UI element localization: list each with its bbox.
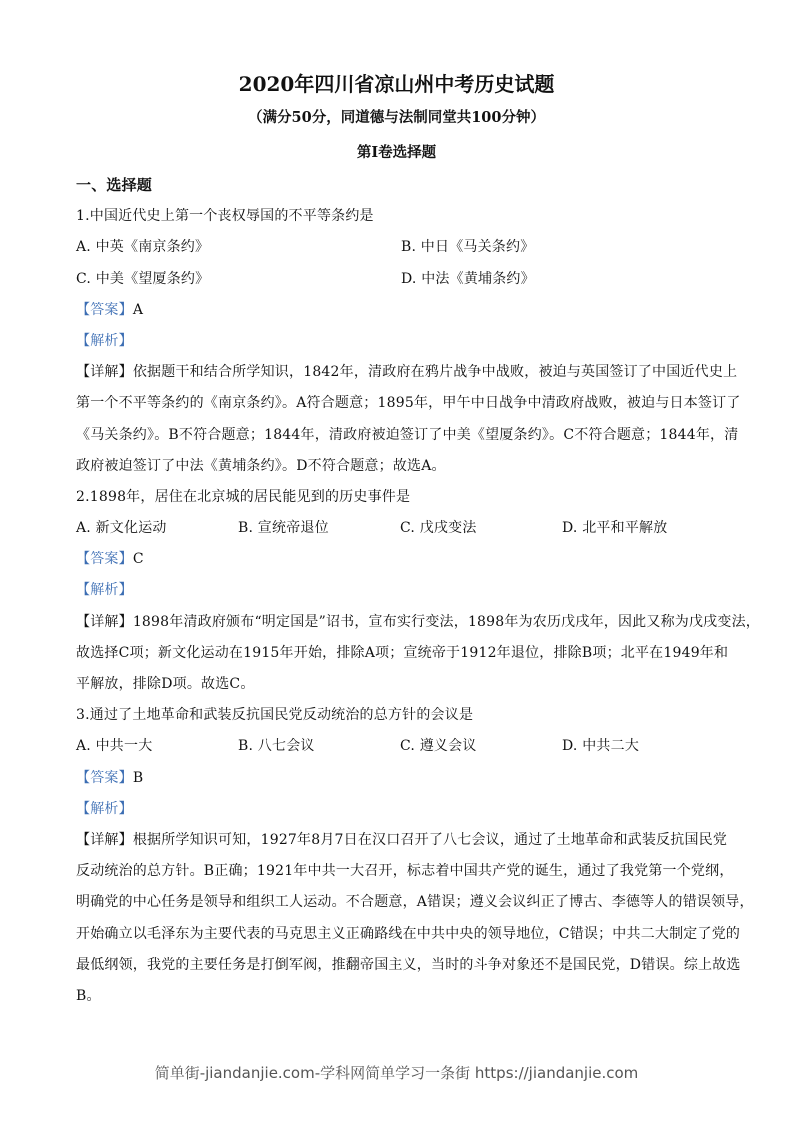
options-row: [76, 232, 726, 263]
detail-text: 最低纲领，我党的主要任务是打倒军阀，推翻帝国主义，当时的斗争对象还不是国民党，D错误。综上故选: [76, 956, 741, 973]
document-title: 2020年四川省凉山州中考历史试题: [238, 72, 555, 96]
option: D. 中法《黄埔条约》: [401, 270, 535, 287]
detail-line: [76, 607, 760, 638]
detail-line: [76, 981, 726, 1012]
option: A. 新文化运动: [76, 520, 167, 537]
footer-watermark: 简单街-jiandanjie.com-学科网简单学习一条街 https://jiandanjie.com: [154, 1064, 639, 1082]
detail-label: 【详解】: [76, 613, 133, 630]
option: C. 戊戌变法: [400, 520, 477, 537]
answer-label: 【答案】: [76, 301, 133, 318]
detail-text: 政府被迫签订了中法《黄埔条约》。D不符合题意；故选A。: [76, 457, 446, 474]
question-stem: 2.1898年，居住在北京城的居民能见到的历史事件是: [76, 488, 411, 505]
options-row: [76, 264, 726, 295]
option: C. 遵义会议: [400, 738, 477, 755]
detail-line: [76, 638, 729, 669]
options-row: [76, 731, 726, 762]
answer-value: C: [132, 551, 144, 568]
question-stem: 3.通过了土地革命和武装反抗国民党反动统治的总方针的会议是: [76, 707, 474, 724]
detail-line: [76, 357, 738, 388]
option: A. 中英《南京条约》: [76, 239, 210, 256]
option: D. 北平和平解放: [562, 520, 668, 537]
detail-text: B。: [76, 987, 101, 1004]
detail-label: 【详解】: [76, 831, 133, 848]
answer-line: [76, 763, 726, 794]
detail-text: 故选择C项；新文化运动在1915年开始，排除A项；宣统帝于1912年退位，排除B项；北平在1949年和: [76, 644, 729, 661]
detail-line: [76, 669, 726, 700]
option: C. 中美《望厦条约》: [76, 270, 210, 287]
detail-line: [76, 856, 734, 887]
detail-line: [76, 420, 739, 451]
option: B. 宣统帝退位: [238, 520, 329, 537]
answer-value: A: [132, 301, 144, 318]
detail-line: [76, 825, 726, 856]
detail-line: [76, 950, 741, 981]
detail-text: 明确党的中心任务是领导和组织工人运动。不合题意，A错误；遵义会议纠正了博古、李德等人的错误领导，: [76, 894, 754, 911]
detail-text: 依据题干和结合所学知识，1842年，清政府在鸦片战争中战败，被迫与英国签订了中国近代史上: [132, 364, 738, 381]
detail-text: 1898年清政府颁布“明定国是”诏书，宣布实行变法，1898年为农历戊戌年，因此又称为戊戌变法，: [132, 613, 760, 630]
detail-line: [76, 919, 741, 950]
document-body: [76, 170, 760, 1012]
detail-line: [76, 887, 754, 918]
part-heading: 一、选择题: [76, 176, 153, 194]
answer-label: 【答案】: [76, 769, 133, 786]
detail-text: 根据所学知识可知，1927年8月7日在汉口召开了八七会议，通过了土地革命和武装反抗国民党: [132, 831, 728, 848]
detail-text: 开始确立以毛泽东为主要代表的马克思主义正确路线在中共中央的领导地位，C错误；中共二大制定了党的: [76, 925, 741, 942]
detail-text: 第一个不平等条约的《南京条约》。A符合题意；1895年，甲午中日战争中清政府战败，被迫与日本签订了: [76, 395, 741, 412]
detail-line: [76, 388, 741, 419]
detail-line: [76, 451, 726, 482]
options-row: [76, 513, 726, 544]
option: B. 中日《马关条约》: [401, 239, 535, 256]
answer-label: 【答案】: [76, 551, 133, 568]
answer-value: B: [132, 769, 144, 786]
option: D. 中共二大: [562, 738, 640, 755]
section-title: 第Ⅰ卷选择题: [356, 144, 437, 161]
analysis-label: 【解析】: [76, 332, 133, 349]
detail-text: 反动统治的总方针。B正确；1921年中共一大召开，标志着中国共产党的诞生，通过了我党第一个党纲，: [76, 863, 734, 880]
answer-line: [76, 295, 726, 326]
detail-label: 【详解】: [76, 364, 133, 381]
analysis-label: 【解析】: [76, 582, 133, 599]
answer-line: [76, 544, 726, 575]
option: A. 中共一大: [76, 738, 153, 755]
detail-text: 《马关条约》。B不符合题意；1844年，清政府被迫签订了中美《望厦条约》。C不符合题意；1844年，清: [76, 426, 739, 443]
document-subtitle: （满分50分，同道德与法制同堂共100分钟）: [248, 109, 545, 126]
analysis-label: 【解析】: [76, 800, 133, 817]
detail-text: 平解放，排除D项。故选C。: [76, 676, 255, 692]
option: B. 八七会议: [238, 738, 315, 755]
question-stem: 1.中国近代史上第一个丧权辱国的不平等条约是: [76, 208, 374, 225]
